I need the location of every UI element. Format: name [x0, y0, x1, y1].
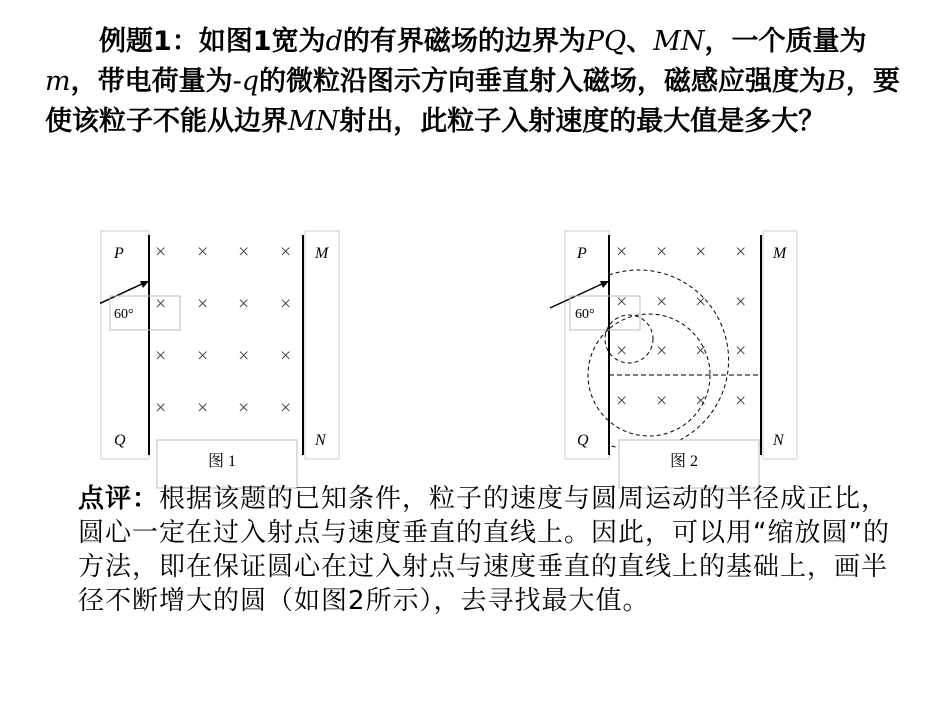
question-part: ，要使该粒子不能从边界 [45, 66, 900, 137]
right-label-box [305, 231, 339, 459]
field-x: × [695, 340, 707, 362]
circle-small [605, 315, 653, 363]
field-x: × [197, 241, 209, 263]
caption: 图 2 [670, 453, 699, 470]
var-pq: PQ [585, 26, 627, 57]
field-x: × [238, 397, 250, 419]
field-x: × [656, 291, 668, 313]
question-part: 的有界磁场的边界为 [342, 26, 586, 57]
field-x: × [616, 241, 628, 263]
field-x: × [616, 291, 628, 313]
field-x: × [735, 241, 747, 263]
field-x: × [197, 345, 209, 367]
field-marks [616, 241, 746, 412]
field-x: × [238, 241, 250, 263]
field-x: × [616, 390, 628, 412]
field-x: × [735, 340, 747, 362]
question-text [45, 22, 905, 142]
label-n: N [315, 432, 326, 449]
var-mn2: MN [288, 106, 340, 137]
commentary-label: 点评： [78, 484, 160, 514]
question-part: ，带电荷量为 [70, 66, 233, 97]
field-x: × [197, 397, 209, 419]
field-x: × [280, 397, 292, 419]
label-q: Q [577, 432, 589, 449]
field-x: × [238, 293, 250, 315]
field-x: × [695, 390, 707, 412]
question-part: ，一个质量为 [704, 26, 867, 57]
var-d: d [325, 26, 343, 57]
caption: 图 1 [208, 453, 237, 470]
field-x: × [155, 345, 167, 367]
left-label-box [101, 231, 149, 459]
field-x: × [735, 291, 747, 313]
field-x: × [656, 340, 668, 362]
field-x: × [616, 340, 628, 362]
var-mn: MN [653, 26, 705, 57]
var-b: B [826, 66, 846, 97]
field-x: × [280, 345, 292, 367]
left-label-box [565, 231, 609, 459]
field-x: × [656, 241, 668, 263]
field-x: × [735, 390, 747, 412]
angle-label: 60° [575, 307, 595, 322]
var-m: m [45, 66, 71, 97]
field-x: × [280, 241, 292, 263]
question-part: 的微粒沿图示方向垂直射入磁场，磁感应强度为 [259, 66, 827, 97]
field-x: × [280, 293, 292, 315]
label-m: M [315, 245, 329, 262]
label-m: M [773, 245, 787, 262]
field-x: × [197, 293, 209, 315]
label-p: P [114, 245, 124, 262]
field-x: × [155, 397, 167, 419]
right-label-box [763, 231, 797, 459]
field-x: × [155, 241, 167, 263]
question-part: 射出，此粒子入射速度的最大值是多大？ [339, 106, 826, 137]
var-q: -q [232, 66, 260, 97]
commentary [78, 482, 908, 618]
field-x: × [238, 345, 250, 367]
label-q: Q [114, 432, 126, 449]
figure-1 [100, 230, 340, 490]
label-n: N [773, 432, 784, 449]
commentary-text: 根据该题的已知条件，粒子的速度与圆周运动的半径成正比，圆心一定在过入射点与速度垂直的直线上。因此，可以用“缩放圆”的方法，即在保证圆心在过入射点与速度垂直的直线上的基础上，画半径不断增大的圆（如图2所示），去寻找最大值。 [78, 484, 890, 616]
question-part: 例题1：如图1宽为 [99, 26, 326, 57]
question-part: 、 [626, 26, 654, 57]
figure-2 [545, 230, 845, 490]
field-x: × [695, 291, 707, 313]
field-x: × [656, 390, 668, 412]
label-p: P [577, 245, 587, 262]
field-x: × [695, 241, 707, 263]
field-x: × [155, 293, 167, 315]
angle-label: 60° [114, 307, 134, 322]
